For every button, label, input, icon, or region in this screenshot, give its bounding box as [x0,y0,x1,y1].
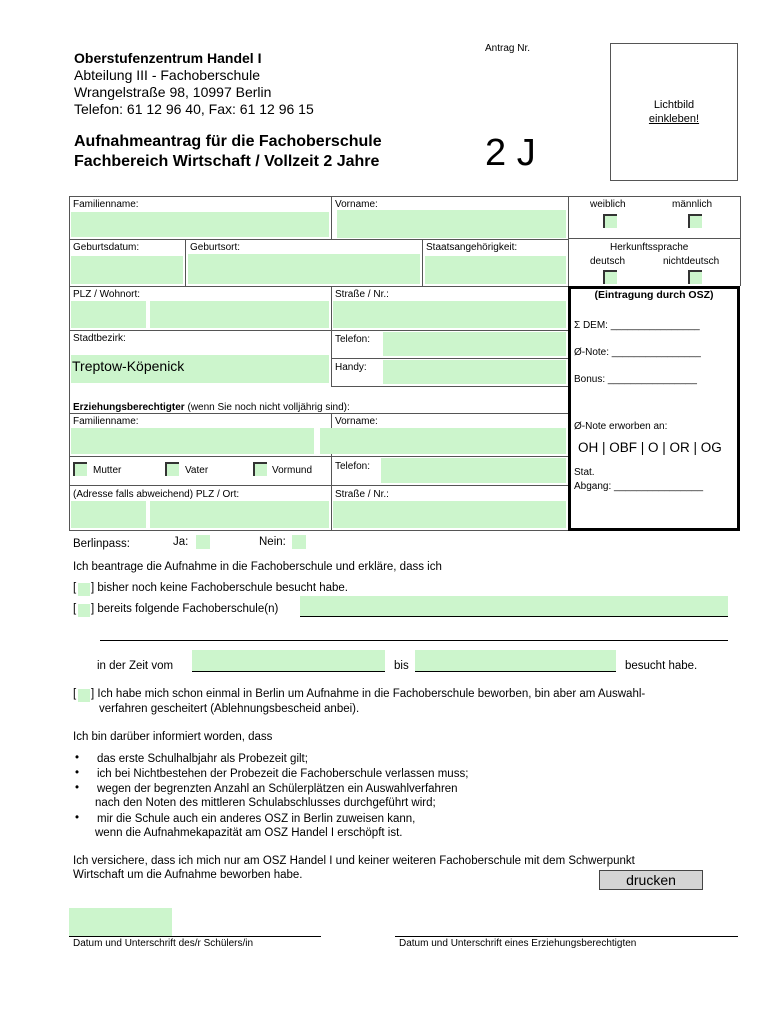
osz-note-erworben: Ø-Note erworben an: [574,421,668,432]
zeit-von-input[interactable] [192,650,385,671]
school-name: Oberstufenzentrum Handel I [74,50,262,66]
option2-checkbox[interactable] [78,604,90,617]
antrag-nr-label: Antrag Nr. [485,43,531,54]
erz-ort-input[interactable] [150,501,329,528]
bullet-4: • [75,812,80,824]
vormund-label: Vormund [272,465,313,476]
fachoberschule-input[interactable] [300,596,728,616]
erz-plz-input[interactable] [71,501,146,528]
versichere-text-cont: Wirtschaft um die Aufnahme beworben habe. [73,869,303,881]
option2-bracket-open: [ [73,603,77,615]
maennlich-label: männlich [672,199,713,210]
nichtdeutsch-checkbox[interactable] [688,270,702,284]
vater-label: Vater [185,465,209,476]
handy-label: Handy: [335,362,367,373]
telefon-input[interactable] [383,332,566,356]
class-code: 2 J [485,132,536,174]
form-title: Aufnahmeantrag für die Fachoberschule [74,133,382,150]
geburtsort-input[interactable] [188,254,420,284]
option1-bracket-open: [ [73,582,77,594]
in-der-zeit-label: in der Zeit vom [97,660,174,672]
strasse-input[interactable] [333,301,566,328]
erziehungsberechtigter-heading: Erziehungsberechtigter (wenn Sie noch nicht volljährig sind): [73,402,350,413]
plz-wohnort-label: PLZ / Wohnort: [73,289,141,300]
mutter-label: Mutter [93,465,122,476]
option2-text: ] bereits folgende Fachoberschule(n) [91,603,279,615]
vater-checkbox[interactable] [165,462,179,476]
mutter-checkbox[interactable] [73,462,87,476]
berlinpass-label: Berlinpass: [73,538,130,550]
strasse-label: Straße / Nr.: [335,289,389,300]
beantrage-text: Ich beantrage die Aufnahme in die Fachoberschule und erkläre, dass ich [73,561,442,573]
option3-text: ] Ich habe mich schon einmal in Berlin um Aufnahme in die Fachoberschule beworben, bin aber am Auswahl- [91,688,646,700]
bullet-3-text-cont: nach den Noten des mittleren Schulabschlusses durchgeführt wird; [95,797,436,809]
photo-instruction: einkleben! [648,113,700,125]
staatsangehoerigkeit-label: Staatsangehörigkeit: [426,242,518,253]
versichere-text: Ich versichere, dass ich mich nur am OSZ Handel I und keiner weiteren Fachoberschule mit dem Schwerpunkt [73,855,635,867]
option1-checkbox[interactable] [78,583,90,596]
weiblich-checkbox[interactable] [603,214,617,228]
signature-parent-label: Datum und Unterschrift eines Erziehungsberechtigten [399,938,637,949]
bullet-2: • [75,767,80,779]
osz-title: (Eintragung durch OSZ) [594,289,714,301]
staatsangehoerigkeit-input[interactable] [425,256,566,284]
vorname-label: Vorname: [335,199,378,210]
address: Wrangelstraße 98, 10997 Berlin [74,84,272,100]
signature-student-input[interactable] [69,908,172,936]
drucken-button[interactable]: drucken [599,870,703,890]
osz-abgang: Abgang: ________________ [574,481,704,492]
berlinpass-nein-label: Nein: [259,536,286,548]
bullet-1: • [75,752,80,764]
option3-bracket-open: [ [73,688,77,700]
erz-vorname-label: Vorname: [335,416,378,427]
bullet-3: • [75,782,80,794]
stadtbezirk-label: Stadtbezirk: [73,333,126,344]
familienname-input[interactable] [71,212,329,237]
bullet-1-text: das erste Schulhalbjahr als Probezeit gilt; [97,753,308,765]
plz-input[interactable] [71,301,146,328]
osz-stat: Stat. [574,467,595,478]
telefon-label: Telefon: [335,334,371,345]
berlinpass-ja-input[interactable] [196,535,210,549]
vormund-checkbox[interactable] [253,462,267,476]
photo-box [610,43,738,181]
osz-options: OH | OBF | O | OR | OG [578,440,722,455]
erz-familienname-label: Familienname: [73,416,139,427]
bis-label: bis [394,660,409,672]
vorname-input[interactable] [337,210,566,238]
bullet-3-text: wegen der begrenzten Anzahl an Schülerplätzen ein Auswahlverfahren [97,783,458,795]
deutsch-label: deutsch [590,256,626,267]
osz-dem: Σ DEM: ________________ [574,320,700,331]
erz-telefon-input[interactable] [381,458,566,483]
bullet-4-text: mir die Schule auch ein anderes OSZ in Berlin zuweisen kann, [97,813,416,825]
erz-strasse-label: Straße / Nr.: [335,489,389,500]
osz-note: Ø-Note: ________________ [574,347,701,358]
erz-telefon-label: Telefon: [335,461,371,472]
erz-vorname-input[interactable] [320,428,566,454]
herkunftssprache-label: Herkunftssprache [610,242,689,253]
zeit-bis-input[interactable] [415,650,616,671]
handy-input[interactable] [383,360,566,384]
geburtsort-label: Geburtsort: [190,242,241,253]
photo-label: Lichtbild [653,99,695,111]
option3-text-cont: verfahren gescheitert (Ablehnungsbescheid anbei). [99,703,360,715]
geburtsdatum-label: Geburtsdatum: [73,242,140,253]
bullet-4-text-cont: wenn die Aufnahmekapazität am OSZ Handel I erschöpft ist. [95,827,403,839]
stadtbezirk-value: Treptow-Köpenick [72,358,185,374]
wohnort-input[interactable] [150,301,329,328]
besucht-label: besucht habe. [625,660,698,672]
geburtsdatum-input[interactable] [71,256,183,284]
option3-checkbox[interactable] [78,689,90,702]
osz-bonus: Bonus: ________________ [574,374,697,385]
department: Abteilung III - Fachoberschule [74,67,260,83]
berlinpass-ja-label: Ja: [173,536,189,548]
erz-strasse-input[interactable] [333,501,566,528]
erz-familienname-input[interactable] [71,428,314,454]
signature-student-label: Datum und Unterschrift des/r Schülers/in [73,938,254,949]
adresse-label: (Adresse falls abweichend) PLZ / Ort: [73,489,240,500]
nichtdeutsch-label: nichtdeutsch [663,256,720,267]
maennlich-checkbox[interactable] [688,214,702,228]
option1-text: ] bisher noch keine Fachoberschule besucht habe. [91,582,348,594]
weiblich-label: weiblich [590,199,626,210]
form-subtitle: Fachbereich Wirtschaft / Vollzeit 2 Jahre [74,153,380,170]
deutsch-checkbox[interactable] [603,270,617,284]
bullet-2-text: ich bei Nichtbestehen der Probezeit die Fachoberschule verlassen muss; [97,768,469,780]
phone-fax: Telefon: 61 12 96 40, Fax: 61 12 96 15 [74,101,314,117]
berlinpass-nein-input[interactable] [292,535,306,549]
informiert-text: Ich bin darüber informiert worden, dass [73,731,273,743]
familienname-label: Familienname: [73,199,139,210]
